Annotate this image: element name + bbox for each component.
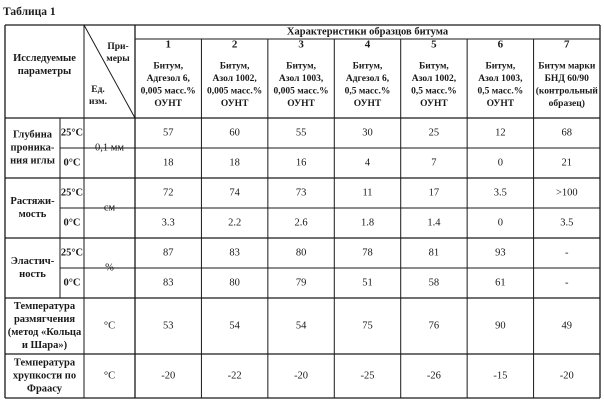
unit-value: см (103, 202, 116, 214)
sample-description: 0,5 масс.% (477, 86, 524, 97)
parameter-name: Глубина (12, 129, 53, 141)
sample-description: Битум, (219, 61, 250, 72)
cell-value: -25 (360, 370, 375, 382)
characteristics-title: Характеристики образцов битума (286, 26, 449, 38)
cell-value: 4 (364, 157, 371, 169)
parameters-title: параметры (17, 65, 72, 77)
temperature-label: 25°C (60, 187, 84, 199)
cell-value: 25 (428, 127, 440, 139)
cell-value: 83 (229, 247, 240, 259)
sample-description: 0,005 масс.% (273, 86, 329, 97)
sample-description: 0,5 масс.% (344, 86, 391, 97)
cell-value: 18 (229, 157, 240, 169)
sample-description: Битум, (352, 61, 383, 72)
unit-value: °C (103, 320, 116, 332)
parameter-name: ность (19, 268, 46, 280)
sample-number: 2 (231, 38, 238, 51)
parameter-name: Температура (13, 300, 76, 312)
sample-number: 7 (564, 38, 570, 51)
cell-value: -20 (559, 370, 574, 382)
cell-value: -20 (161, 370, 176, 382)
cell-value: 1.4 (427, 217, 441, 229)
sample-description: 0,005 масс.% (140, 86, 196, 97)
sample-description: (контрольный (535, 86, 598, 97)
temperature-label: 0°C (63, 277, 81, 289)
cell-value: 83 (162, 277, 174, 289)
cell-value: 2.6 (294, 217, 308, 229)
temperature-label: 25°C (60, 247, 84, 259)
cell-value: 76 (428, 320, 440, 332)
cell-value: - (565, 277, 569, 289)
cell-value: 80 (295, 247, 307, 259)
parameter-name: проника- (10, 142, 55, 154)
parameters-title: Исследуемые (13, 52, 76, 64)
cell-value: 93 (495, 247, 506, 259)
sample-description: ОУНТ (486, 98, 515, 109)
cell-value: 3.5 (493, 187, 507, 199)
cell-value: 2.2 (228, 217, 242, 229)
parameter-name: хрупкости по (12, 370, 77, 382)
sample-description: Азол 1002, (212, 73, 257, 84)
cell-value: 16 (295, 157, 307, 169)
parameter-name: Эластич- (10, 255, 55, 267)
cell-value: >100 (555, 187, 578, 199)
sample-description: Азол 1003, (278, 73, 324, 84)
sample-description: ОУНТ (154, 98, 182, 109)
sample-description: 0,5 масс.% (411, 86, 457, 97)
cell-value: 72 (162, 187, 174, 199)
parameter-name: мость (18, 208, 47, 220)
unit-label: Ед. (91, 85, 105, 96)
cell-value: 68 (561, 127, 573, 139)
cell-value: 18 (162, 157, 174, 169)
temperature-label: 25°C (60, 127, 84, 139)
cell-value: -15 (493, 370, 508, 382)
parameter-name: Фраасу (26, 383, 63, 395)
cell-value: 3.3 (161, 217, 175, 229)
sample-number: 3 (298, 38, 304, 51)
sample-description: 0,005 масс.% (207, 86, 263, 97)
sample-description: ОУНТ (287, 98, 315, 109)
unit-value: % (105, 262, 114, 274)
cell-value: 12 (495, 127, 506, 139)
cell-value: - (565, 247, 569, 259)
cell-value: 0 (497, 157, 503, 169)
sample-description: Азол 1003, (478, 73, 523, 84)
cell-value: 51 (362, 277, 373, 289)
cell-value: 53 (162, 320, 174, 332)
samples-label: При- (107, 42, 129, 53)
cell-value: 49 (561, 320, 573, 332)
cell-value: 1.8 (360, 217, 375, 229)
cell-value: 17 (428, 187, 440, 199)
cell-value: 90 (495, 320, 506, 332)
temperature-label: 0°C (63, 217, 81, 229)
cell-value: 11 (362, 187, 373, 199)
unit-value: 0,1 мм (94, 142, 125, 154)
cell-value: 87 (162, 247, 174, 259)
unit-label: изм. (88, 97, 108, 108)
sample-number: 4 (364, 38, 371, 51)
sample-description: Битум марки (538, 61, 596, 72)
parameter-name: размягчения (13, 313, 76, 325)
sample-description: Битум, (419, 61, 449, 72)
sample-description: БНД 60/90 (544, 73, 589, 84)
unit-value: °C (103, 370, 116, 382)
parameter-name: Растяжи- (10, 195, 55, 207)
sample-description: ОУНТ (220, 98, 249, 109)
parameter-name: (метод «Кольца (7, 326, 82, 338)
cell-value: 75 (362, 320, 373, 332)
parameter-name: и Шара») (21, 339, 68, 351)
cell-value: 54 (229, 320, 240, 332)
cell-value: 58 (428, 277, 440, 289)
table-caption: Таблица 1 (3, 6, 56, 18)
sample-description: ОУНТ (353, 98, 382, 109)
cell-value: 81 (428, 247, 440, 259)
cell-value: 60 (229, 127, 240, 139)
sample-number: 6 (497, 38, 504, 51)
sample-description: Битум, (153, 61, 184, 72)
cell-value: -20 (294, 370, 309, 382)
cell-value: 3.5 (560, 217, 574, 229)
cell-value: 55 (295, 127, 307, 139)
sample-number: 5 (431, 38, 437, 51)
sample-description: Азол 1002, (411, 73, 457, 84)
cell-value: -22 (227, 370, 242, 382)
cell-value: -26 (426, 370, 441, 382)
sample-description: Адгезол 6, (146, 73, 190, 84)
sample-description: Битум, (286, 61, 316, 72)
sample-description: Битум, (485, 61, 516, 72)
parameter-name: ния иглы (10, 155, 55, 167)
cell-value: 79 (295, 277, 307, 289)
sample-number: 1 (165, 38, 171, 51)
temperature-label: 0°C (63, 157, 81, 169)
sample-description: образец) (548, 98, 585, 109)
cell-value: 7 (431, 157, 437, 169)
parameter-name: Температура (13, 357, 76, 369)
cell-value: 57 (162, 127, 174, 139)
cell-value: 78 (362, 247, 373, 259)
cell-value: 21 (561, 157, 573, 169)
cell-value: 73 (295, 187, 307, 199)
cell-value: 30 (362, 127, 373, 139)
cell-value: 80 (229, 277, 240, 289)
cell-value: 61 (495, 277, 506, 289)
cell-value: 74 (229, 187, 240, 199)
samples-label: меры (106, 54, 130, 65)
cell-value: 0 (497, 217, 503, 229)
cell-value: 54 (295, 320, 307, 332)
sample-description: Адгезол 6, (345, 73, 390, 84)
sample-description: ОУНТ (420, 98, 448, 109)
